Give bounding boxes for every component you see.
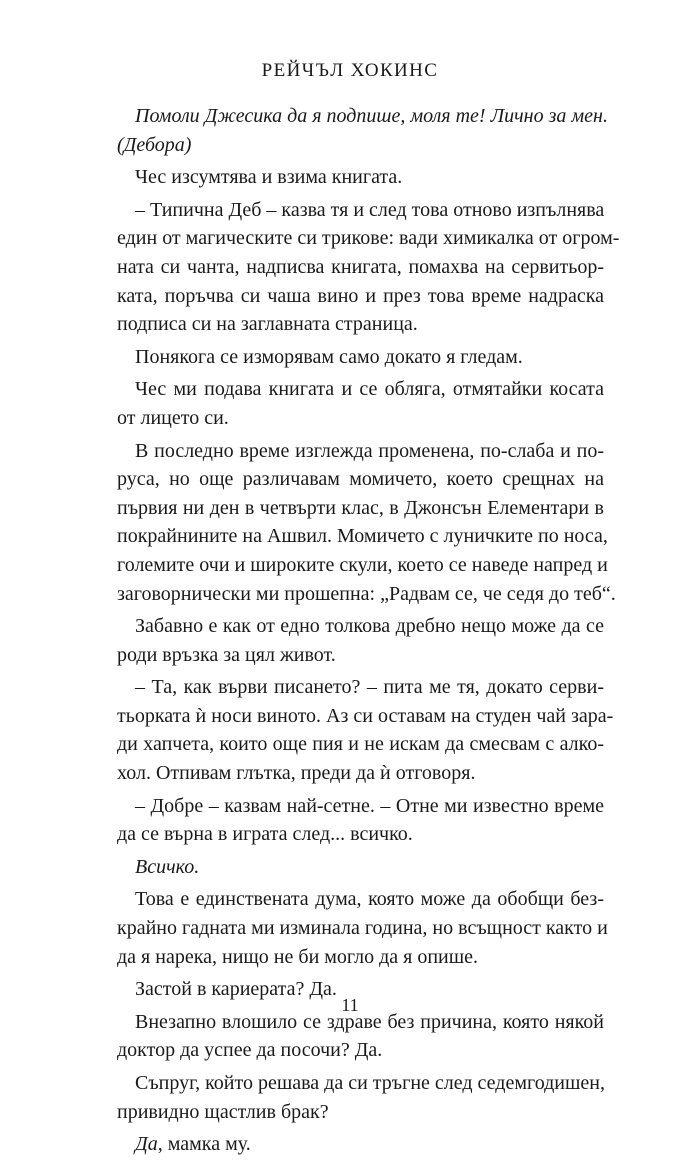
text-line: ната си чанта, надписва книгата, помахва на сервитьор- xyxy=(117,255,604,278)
paragraph xyxy=(117,673,614,787)
text-line: заговорнически ми прошепна: „Радвам се, че седя до теб“. xyxy=(117,582,616,605)
paragraph xyxy=(117,612,604,669)
text-line: – Типична Деб – казва тя и след това отново изпълнява xyxy=(135,198,605,221)
text-line: крайно гадната ми изминала година, но всъщност както и xyxy=(117,917,608,940)
running-head-author: РЕЙЧЪЛ ХОКИНС xyxy=(261,60,439,81)
text-line: Съпруг, който решава да си тръгне след седемгодишен, xyxy=(135,1072,605,1094)
paragraph xyxy=(117,853,604,882)
text-line xyxy=(117,1130,604,1159)
text-line: доктор да успее да посочи? Да. xyxy=(117,1039,383,1062)
text-line: ката, поръчва си чаша вино и през това време надраска xyxy=(117,284,604,307)
text-line: В последно време изглежда променена, по-слаба и по- xyxy=(135,439,604,462)
paragraph xyxy=(117,792,604,849)
paragraph xyxy=(117,1069,604,1126)
page-number: 11 xyxy=(341,995,359,1015)
text-line: Помоли Джесика да я подпише, моля те! Лично за мен. xyxy=(135,105,608,127)
italic-text: Да xyxy=(135,1133,158,1156)
paragraph xyxy=(117,437,616,609)
text-line: Всичко. xyxy=(135,855,200,878)
text-line: големите очи и широките скули, което се наведе напред и xyxy=(117,553,608,576)
text-line: – Добре – казвам най-сетне. – Отне ми известно време xyxy=(135,794,604,817)
paragraph xyxy=(117,1130,604,1159)
text-line: роди връзка за цял живот. xyxy=(117,643,336,666)
text-line: да я нарека, нищо не би могло да я опише. xyxy=(117,945,479,968)
text-line: (Дебора) xyxy=(117,133,192,156)
paragraph xyxy=(117,1008,604,1065)
text-line: – Та, как върви писането? – пита ме тя, докато серви- xyxy=(135,676,604,699)
paragraph xyxy=(117,196,620,339)
paragraph xyxy=(117,163,604,192)
text-line: Внезапно влошило се здраве без причина, която някой xyxy=(135,1010,604,1033)
text-line: руса, но още различавам момичето, което срещнах на xyxy=(117,468,604,491)
regular-text: , мамка му. xyxy=(157,1133,251,1156)
text-line: Понякога се изморявам само докато я гледам. xyxy=(135,345,523,368)
text-line: тьорката ѝ носи виното. Аз си оставам на студен чай зара- xyxy=(117,704,614,727)
text-line: да се върна в играта след... всичко. xyxy=(117,823,413,846)
text-line: Забавно е как от едно толкова дребно нещо може да се xyxy=(135,615,604,638)
text-line: Застой в кариерата? Да. xyxy=(135,978,337,1001)
paragraph xyxy=(117,102,608,159)
text-line: един от магическите си трикове: вади химикалка от огром- xyxy=(117,227,620,250)
text-line: първия ни ден в четвърти клас, в Джонсън Елементари в xyxy=(117,496,604,519)
paragraph xyxy=(117,885,608,971)
text-line: ди хапчета, които още пия и не искам да смесвам с алко- xyxy=(117,733,604,756)
text-line: покрайнините на Ашвил. Момичето с луничките по носа, xyxy=(117,525,608,548)
paragraph xyxy=(117,375,604,432)
text-line: Това е единствената дума, която може да обобщи без- xyxy=(135,888,604,911)
text-line: Чес ми подава книгата и се обляга, отмятайки косата xyxy=(135,378,604,401)
paragraph xyxy=(117,343,604,372)
text-line: привидно щастлив брак? xyxy=(117,1100,329,1123)
text-line: хол. Отпивам глътка, преди да ѝ отговоря. xyxy=(117,762,476,785)
text-line: подписа си на заглавната страница. xyxy=(117,313,418,336)
text-line: Чес изсумтява и взима книгата. xyxy=(135,166,403,189)
text-line: от лицето си. xyxy=(117,406,229,429)
